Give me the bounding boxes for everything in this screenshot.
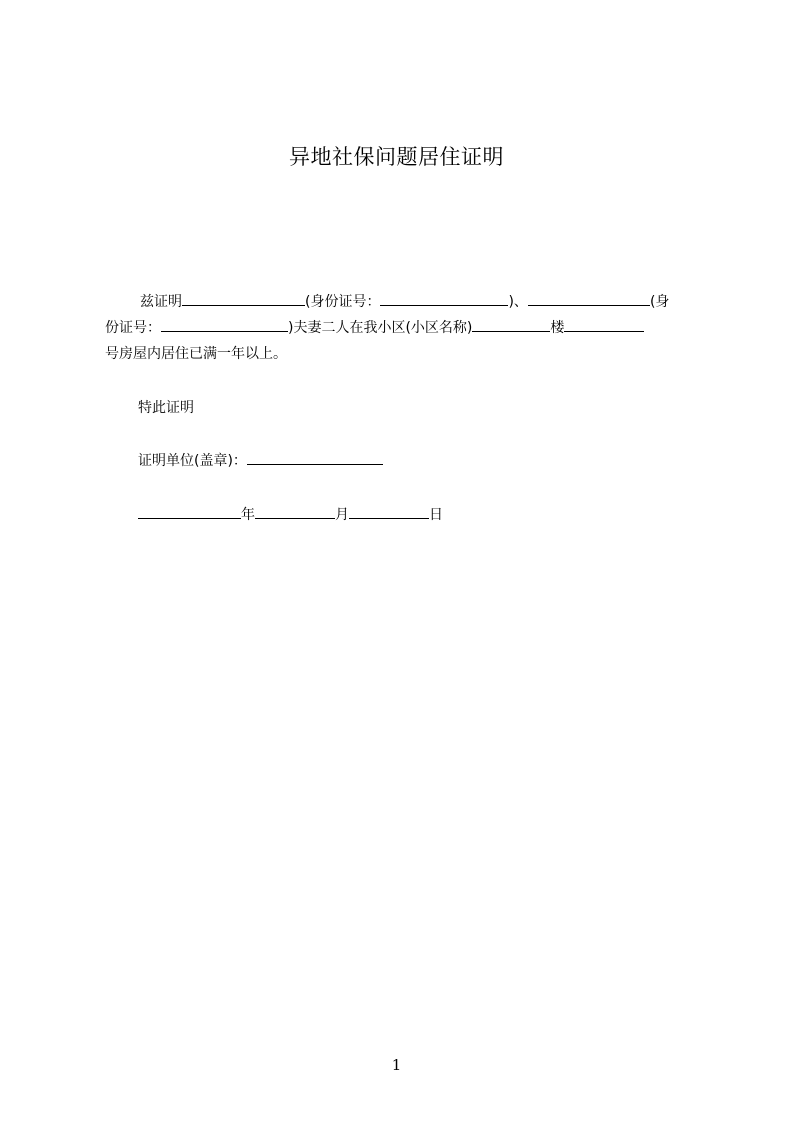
certify-text: 兹证明	[140, 294, 182, 310]
year-label: 年	[241, 507, 255, 523]
document-title: 异地社保问题居住证明	[289, 145, 504, 169]
community-blank	[472, 317, 550, 332]
name-blank-1	[182, 291, 305, 306]
month-blank	[255, 504, 335, 519]
id-number-blank-2	[161, 317, 288, 332]
day-blank	[349, 504, 429, 519]
id-label-2-start: (身	[649, 294, 670, 310]
paragraph-line-2	[105, 315, 701, 341]
id-label-1: (身份证号：	[305, 294, 381, 310]
building-label: 楼	[550, 320, 565, 336]
issuing-unit-label: 证明单位(盖章)：	[138, 453, 247, 469]
paragraph-line-1	[105, 289, 701, 315]
date-row	[138, 504, 443, 526]
building-blank	[564, 317, 644, 332]
year-blank	[138, 504, 241, 519]
certification-paragraph	[105, 289, 701, 367]
page-number: 1	[391, 1056, 402, 1074]
month-label: 月	[335, 507, 349, 523]
name-blank-2	[528, 291, 650, 306]
closing-text: 特此证明	[138, 400, 194, 416]
residence-text: )夫妻二人在我小区(小区名称)	[288, 320, 473, 336]
day-label: 日	[429, 507, 443, 523]
issuing-unit-blank	[247, 450, 383, 465]
id-number-blank-1	[380, 291, 508, 306]
id-label-2-end: 份证号：	[105, 320, 161, 336]
issuing-unit-row	[138, 450, 383, 472]
paragraph-line-3: 号房屋内居住已满一年以上。	[105, 346, 287, 362]
separator-text: )、	[508, 294, 528, 310]
